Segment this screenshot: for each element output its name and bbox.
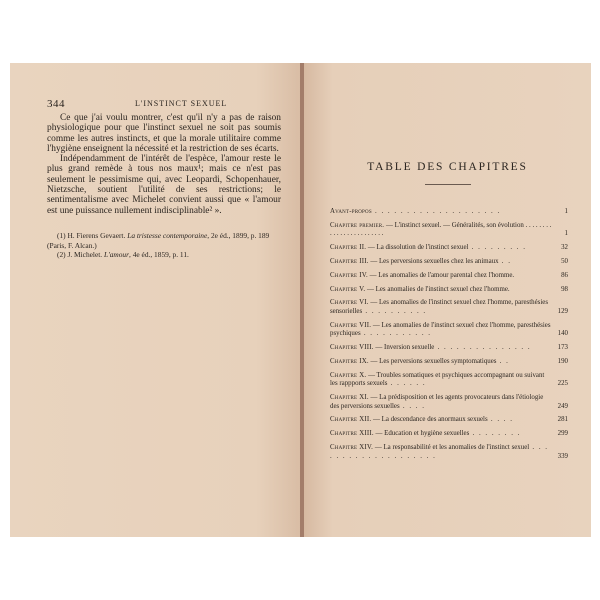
chapter-label: Chapitre XIV. [330,443,374,451]
chapter-page-number: 225 [557,380,568,388]
toc-entry [330,372,568,389]
toc-entry [330,299,568,316]
footnote: (1) H. Fierens Gevaert. La tristesse contemporaine, 2e éd., 1899, p. 189 (Paris, F. Alcan.) [47,231,270,250]
chapter-title: — Les anomalies de l'amour parental chez l'homme [367,271,513,279]
chapter-label: Avant-propos [330,208,372,215]
toc-entry [330,208,568,217]
chapter-label: Chapitre XII. [330,416,372,424]
toc-entry [330,444,568,461]
paragraph: Indépendamment de l'intérêt de l'espèce, l'amour reste le plus grand remède à tous nos maux¹; mais ce n'est pas seulement le pessimisme qui, avec Leopardi, Schopenhauer, Nietzsche, soutient l'utilité de ses restrictions; le sentimentalisme avec Michelet convient aussi que « l'amour est une puissance nullement indisciplinable² ». [47,154,281,216]
chapter-label: Chapitre VII. [330,321,372,329]
dot-leader: . . . . . . . . . . . [360,330,432,338]
dot-leader: . . . . . . . . [469,430,521,438]
dot-leader: . [507,285,512,293]
body-text [47,113,281,216]
paragraph: Ce que j'ai voulu montrer, c'est qu'il n'y a pas de raison physiologique pour que l'instinct sexuel ne soit pas soumis comme les autres instincts, et que la morale utilitaire comme l'hygiène enseignent la nécessité et la restriction de ses écarts. [47,113,281,154]
toc-entry [330,416,568,425]
chapter-page-number: 32 [561,244,568,252]
running-head-title: L'INSTINCT SEXUEL [135,99,228,108]
dot-leader: . . . . . . . . . . . . . . . . . . . . [371,208,501,215]
chapter-page-number: 50 [561,257,568,265]
chapter-label: Chapitre IV. [330,271,368,279]
dot-leader: . . . . . . . . . . [362,307,427,315]
table-of-contents [330,208,568,466]
chapter-title: — Les anomalies de l'instinct sexuel chez l'homme, paresthésies psychiques [330,321,551,338]
dot-leader: . . . . [487,416,514,424]
chapter-label: Chapitre XI. [330,393,369,401]
chapter-label: Chapitre VIII. [330,344,374,352]
dot-leader: . . . . . . . . . [468,244,527,252]
toc-entry [330,322,568,339]
chapter-page-number: 1 [564,208,568,215]
chapter-title: — Troubles somatiques et psychiques accompagnant ou suivant les rappports sexuels [330,371,545,388]
chapter-title: — La dissolution de l'instinct sexuel [366,244,469,252]
chapter-title: — Les perversions sexuelles symptomatiques [368,357,497,365]
chapter-label: Chapitre V. [330,285,366,293]
page-number: 344 [47,98,65,110]
footnote: (2) J. Michelet. L'amour, 4e éd., 1859, p. 11. [57,250,189,260]
right-page [304,63,591,537]
chapter-title: — Les anomalies de l'instinct sexuel chez l'homme, paresthésies sensorielles [330,299,548,315]
toc-entry [330,286,568,295]
chapter-label: Chapitre IX. [330,357,369,365]
chapter-title: — Inversion sexuelle [373,344,435,352]
chapter-label: Chapitre VI. [330,299,369,307]
dot-leader: . . [496,357,510,365]
left-page [10,63,300,537]
toc-entry [330,358,568,367]
chapter-page-number: 86 [561,271,568,279]
chapter-title: — La descendance des anormaux sexuels [371,416,488,424]
chapter-page-number: 98 [561,285,568,293]
dot-leader: . . . . . . [387,380,427,388]
chapter-page-number: 1 [564,230,568,238]
toc-entry [330,344,568,353]
dot-leader: . . . . [399,402,426,410]
toc-entry [330,244,568,253]
chapter-page-number: 190 [557,357,568,365]
toc-entry [330,258,568,267]
toc-entry [330,272,568,281]
toc-entry [330,430,568,439]
running-head [47,98,272,110]
chapter-title: — L'instinct sexuel. — Généralités, son évolution . . . . . . . . . . . . . . . . . . . . . . . . [330,221,552,238]
chapter-page-number: 281 [557,416,568,424]
dot-leader: . . . . . . . . . . . . . . . [434,344,532,352]
chapter-label: Chapitre premier. [330,221,385,229]
toc-title: TABLE DES CHAPITRES [367,161,528,173]
footnotes [47,231,281,260]
chapter-title: — Les anomalies de l'instinct sexuel chez l'homme [365,285,508,293]
title-rule [425,184,471,185]
chapter-page-number: 173 [557,344,568,352]
chapter-title: — La responsabilité et les anomalies de l'instinct sexuel [373,443,530,451]
chapter-page-number: 140 [557,330,568,338]
chapter-title: — La prédisposition et les agents provocateurs dans l'étiologie des perversions sexuelles [330,393,544,410]
chapter-title: — Les perversions sexuelles chez les animaux [368,257,499,265]
toc-entry [330,394,568,411]
open-book [10,63,591,537]
chapter-page-number: 249 [557,402,568,410]
dot-leader: . [512,271,516,279]
chapter-label: Chapitre X. [330,371,367,379]
toc-entry [330,222,568,239]
chapter-title: — Education et hygiène sexuelles [373,430,470,438]
chapter-label: Chapitre II. [330,244,367,252]
chapter-page-number: 299 [557,430,568,438]
dot-leader: . . [498,257,512,265]
chapter-page-number: 339 [557,452,568,460]
chapter-label: Chapitre XIII. [330,430,374,438]
chapter-page-number: 129 [557,307,568,315]
chapter-label: Chapitre III. [330,257,369,265]
dot-leader: . . . . . . . . . . . . . . . . . . . . [330,443,549,460]
